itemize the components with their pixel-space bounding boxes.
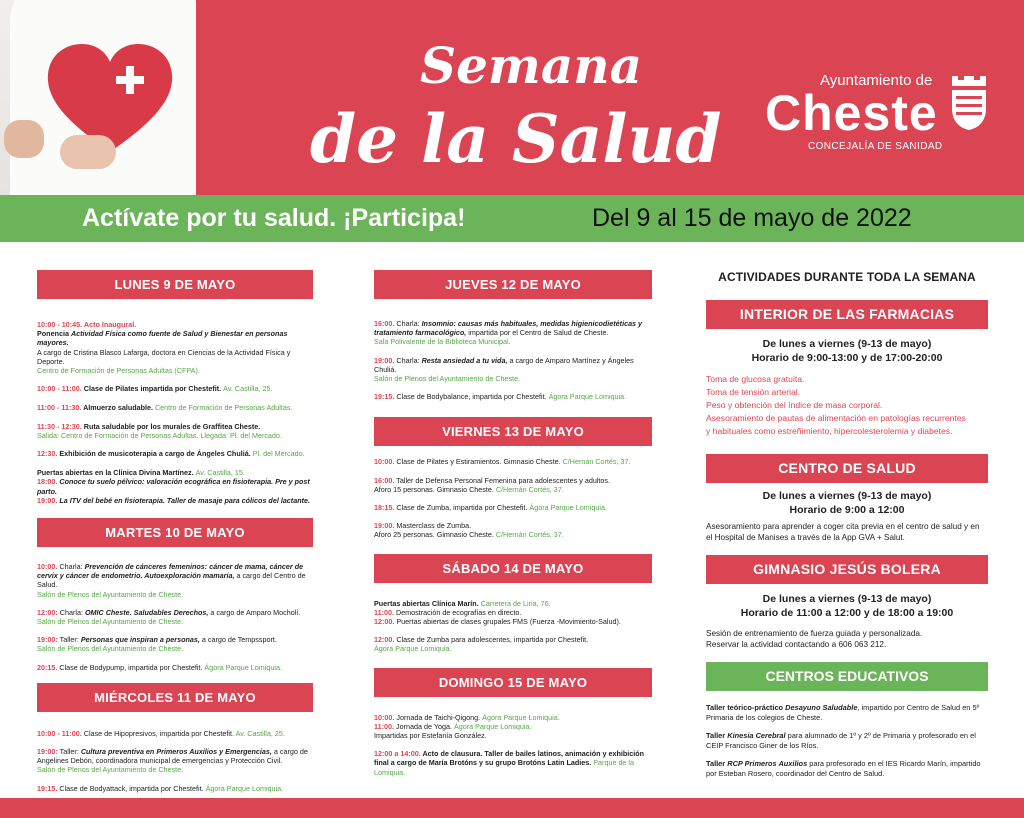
event-item: 18:15. Clase de Zumba, impartida por Chestefit. Ágora Parque Lomiquia.: [374, 503, 607, 513]
event-item: 10:00 - 11:00. Clase de Pilates impartida por Chestefit. Av. Castilla, 25.: [37, 384, 273, 394]
event-item: 19:00. Charla: Resta ansiedad a tu vida, a cargo de Amparo Martínez y Ángeles Chuliá. Salón de Plenos del Ayuntamiento de Cheste.: [374, 355, 634, 384]
event-item: Puertas abiertas Clínica Marín. Carretera de Liria, 76. 11:00. Demostración de ecografías en directo. 12:00. Puertas abiertas de clases grupales FMS (Fuerza -Movimiento-Salud).: [374, 598, 621, 627]
school-workshop: Taller teórico-práctico Desayuno Saludable, impartido por Centro de Salud en 5º Primaria de los colegios de Cheste.: [706, 703, 980, 722]
event-item: 10:00. Clase de Pilates y Estiramientos. Gimnasio Cheste. C/Hernán Cortés, 37.: [374, 457, 631, 467]
event-item: 19:15. Clase de Bodybalance, impartida por Chestefit. Ágora Parque Lomiquia.: [374, 392, 627, 402]
event-item: 11:30 - 12:30. Ruta saludable por los murales de Graffitea Cheste. Salida: Centro de Formación de Personas Adultas. Llegada: Pl. del Mercado.: [37, 421, 282, 440]
pharmacy-services-list: Toma de glucosa gratuita. Toma de tensión arterial. Peso y obtención del índice de masa corporal. Asesoramiento de pautas de alimentación en patologías recurrentes y habituales como estreñimiento, hipercolesterolemia y diabetes.: [706, 374, 966, 436]
day-heading-thursday: JUEVES 12 DE MAYO: [374, 270, 652, 299]
event-item: 19:00: Taller: Cultura preventiva en Primeros Auxilios y Emergencias, a cargo de Angelines Debón, coordinadora municipal de emergencias y Protección Civil. Salón de Plenos del Ayuntamiento de Cheste.: [37, 747, 308, 775]
coat-of-arms-icon: [948, 72, 990, 132]
org-prefix: Ayuntamiento de: [820, 72, 933, 89]
slogan: Actívate por tu salud. ¡Participa!: [82, 204, 466, 232]
title-line-2: de la Salud: [310, 100, 722, 178]
event-item: 16:00. Charla: Insomnio: causas más habituales, medidas higienicodietéticas y tratamiento farmacológico, impartida por el Centro de Salud de Cheste. Sala Polivalente de la Biblioteca Municipal.: [374, 319, 643, 347]
day-heading-saturday: SÁBADO 14 DE MAYO: [374, 554, 652, 583]
event-item: 10:00 - 10:45. Acto Inaugural. Ponencia Actividad Física como fuente de Salud y Bienestar en personas mayores. A cargo de Cristina Blasco Lafarga, doctora en Ciencias de la Actividad Física y Deporte. Centro de Formación de Personas Adultas (CFPA).: [37, 320, 291, 376]
day-heading-tuesday: MARTES 10 DE MAYO: [37, 518, 313, 547]
title-line-1: Semana: [420, 36, 642, 95]
event-item: 10:00 - 11:00. Clase de Hipopresivos, impartida por Chestefit. Av. Castilla, 25.: [37, 728, 285, 738]
event-item: 10:00. Charla: Prevención de cánceres femeninos: cáncer de mama, cáncer de cervix y cáncer de endometrio. Autoexploración mamaria, a cargo del Centro de Salud. Salón de Plenos del Ayuntamiento de Cheste.: [37, 562, 306, 599]
section-heading-health-center: CENTRO DE SALUD: [706, 454, 988, 483]
org-name: Cheste: [765, 85, 938, 141]
column-middle: [374, 270, 652, 777]
health-center-description: Asesoramiento para aprender a coger cita previa en el centro de salud y en el Hospital de Manises a través de la App GVA + Salut.: [706, 522, 980, 542]
event-item: 12:30. Exhibición de musicoterapia a cargo de Ángeles Chuliá. Pl. del Mercado.: [37, 449, 305, 459]
event-item: 16:00. Taller de Defensa Personal Femenina para adolescentes y adultos. Aforo 15 personas. Gimnasio Cheste. C/Hernán Cortés, 37.: [374, 475, 611, 494]
event-item: Puertas abiertas en la Clínica Divina Martínez. Av. Castilla, 15. 18:00. Conoce tu suelo pélvico: valoración ecográfica en fisioterapia. Pre y post parto. 19:00. La ITV del bebé en fisioterapia. Taller de masaje para cólicos del lactante.: [37, 468, 310, 505]
event-item: 19:00. Masterclass de Zumba. Aforo 25 personas. Gimnasio Cheste. C/Hernán Cortés, 37.: [374, 521, 564, 540]
column-left: [37, 270, 313, 793]
section-heading-gym: GIMNASIO JESÚS BOLERA: [706, 555, 988, 584]
school-workshop: Taller RCP Primeros Auxilios para profesorado en el IES Ricardo Marín, impartido por Esteban Rosero, coordinador del Centro de Salud.: [706, 759, 981, 778]
section-heading-pharmacy: INTERIOR DE LAS FARMACIAS: [706, 300, 988, 329]
school-workshop: Taller Kinesia Cerebral para alumnado de 1º y 2º de Primaria y profesorado en el CEIP Francisco Giner de los Ríos.: [706, 731, 976, 750]
hand-shape: [4, 120, 44, 158]
header-band: [0, 0, 1024, 195]
footer-band: [0, 798, 1024, 818]
event-item: 11:00 - 11:30. Almuerzo saludable. Centro de Formación de Personas Adultas.: [37, 403, 293, 413]
heart-photo: [0, 0, 196, 195]
day-heading-monday: LUNES 9 DE MAYO: [37, 270, 313, 299]
hand-shape: [60, 135, 116, 169]
event-item: 20:15. Clase de Bodypump, impartida por Chestefit. Ágora Parque Lomiquia.: [37, 662, 282, 672]
section-heading-schools: CENTROS EDUCATIVOS: [706, 662, 988, 691]
week-activities-title: ACTIVIDADES DURANTE TODA LA SEMANA: [718, 270, 976, 284]
event-item: 12:00: Charla: OMIC Cheste. Saludables Derechos, a cargo de Amparo Mocholí. Salón de Plenos del Ayuntamiento de Cheste.: [37, 607, 301, 627]
event-item: 10:00. Jornada de Taichi-Qigong. Ágora Parque Lomiquia. 11:00. Jornada de Yoga. Ágora Parque Lomiquia. Impartidas por Estefanía González.: [374, 712, 560, 741]
event-item: 12:00 a 14:00. Acto de clausura. Taller de bailes latinos, animación y exhibición final a cargo de María Brotóns y su grupo Brotóns Latin Ladies. Parque de la Lomiquia.: [374, 749, 645, 777]
day-heading-wednesday: MIÉRCOLES 11 DE MAYO: [37, 683, 313, 712]
event-item: 12:00. Clase de Zumba para adolescentes, impartida por Chestefit. Ágora Parque Lomiquia.: [374, 635, 589, 654]
day-heading-sunday: DOMINGO 15 DE MAYO: [374, 668, 652, 697]
event-item: 19:15. Clase de Bodyattack, impartida por Chestefit. Ágora Parque Lomiquia.: [37, 783, 284, 793]
event-item: 19:00: Taller: Personas que inspiran a personas, a cargo de Tempssport. Salón de Plenos del Ayuntamiento de Cheste.: [37, 635, 277, 654]
org-department: CONCEJALÍA DE SANIDAD: [808, 141, 943, 152]
column-right: ACTIVIDADES DURANTE TODA LA SEMANA INTERIOR DE LAS FARMACIAS De lunes a viernes (9-13 de mayo) Horario de 9:00-13:00 y de 17:00-20:00 Toma de glucosa gratuita. Toma de tensión arterial. Peso y obtención del índice de masa corporal. Asesoramiento de pautas de alimentación en patologías recurrentes y habituales como estreñimiento, hipercolesterolemia y diabetes. CENTRO DE SALUD De lunes a viernes (9-13 de mayo) Horario de 9:00 a 12:00 Asesoramiento para aprender a coger cita previa en el centro de salud y en el Hospital de Manises a través de la App GVA + Salut. GIMNASIO JESÚS BOLERA De lunes a viernes (9-13 de mayo) Horario de 11:00 a 12:00 y de 18:00 a 19:00 Sesión de entrenamiento de fuerza guiada y personalizada. Reservar la actividad contactando a 606 063 212. CENTROS EDUCATIVOS Taller teórico-práctico Desayuno Saludable, impartido por Centro de Salud en 5º Primaria de los colegios de Cheste. Taller Kinesia Cerebral para alumnado de 1º y 2º de Primaria y profesorado en el CEIP Francisco Giner de los Ríos. Taller RCP Primeros Auxilios para profesorado en el IES Ricardo Marín, impartido por Esteban Rosero, coordinador del Centro de Salud.: [706, 270, 988, 778]
day-heading-friday: VIERNES 13 DE MAYO: [374, 417, 652, 446]
event-dates: Del 9 al 15 de mayo de 2022: [592, 204, 912, 232]
